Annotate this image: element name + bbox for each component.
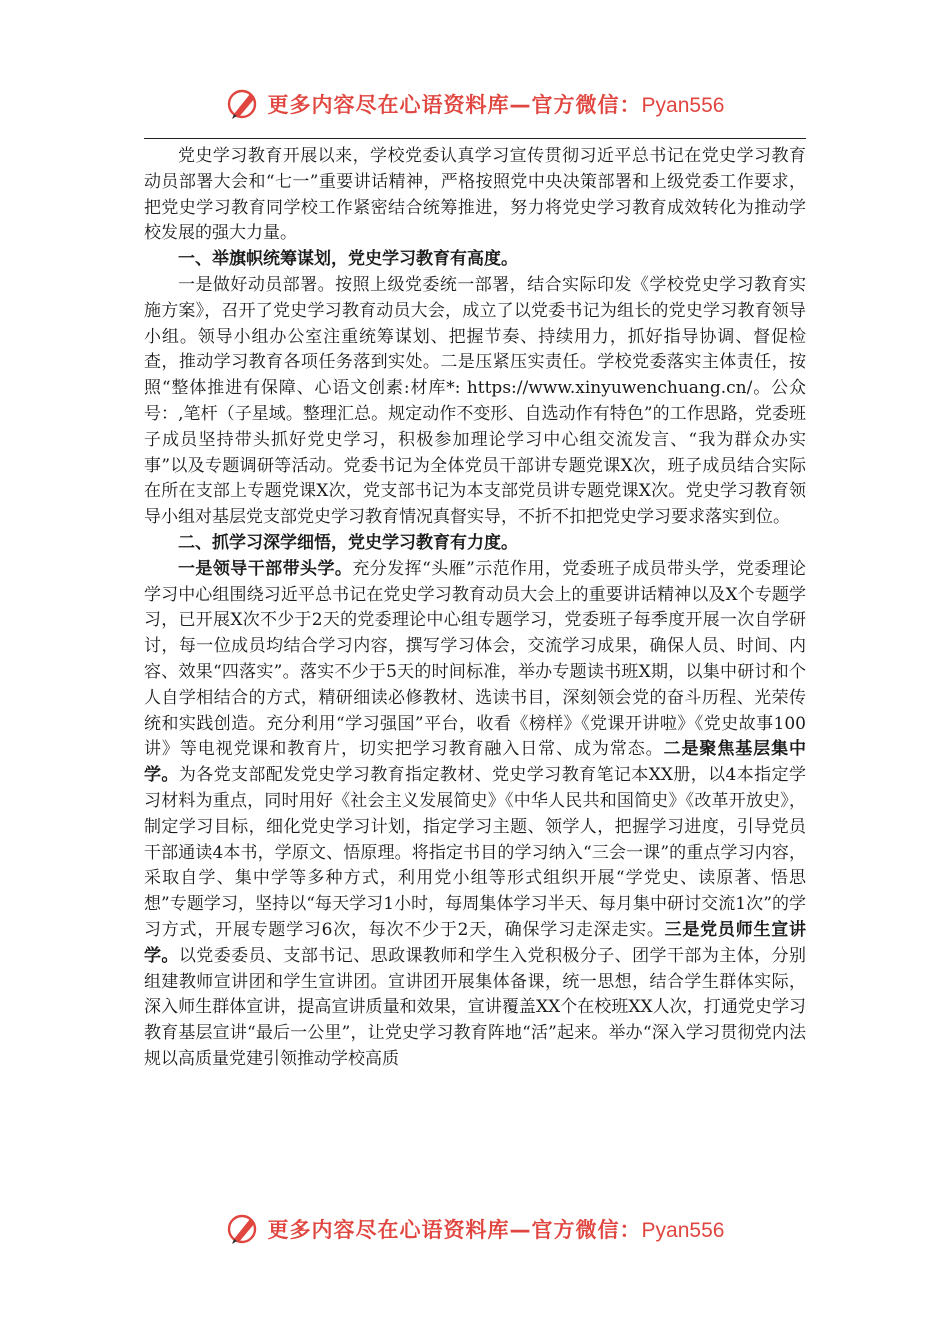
wechat-id: Pyan556 xyxy=(641,94,725,117)
wechat-id: Pyan556 xyxy=(641,1219,725,1242)
banner-text: 更多内容尽在心语资料库—官方微信：Pyan556 xyxy=(267,1218,725,1242)
header-rule xyxy=(144,138,806,139)
header-banner xyxy=(0,80,950,128)
section-heading-2: 二、抓学习深学细悟，党史学习教育有力度。 xyxy=(178,532,518,553)
banner-text: 更多内容尽在心语资料库—官方微信：Pyan556 xyxy=(267,93,725,117)
document-body xyxy=(144,144,806,1073)
point-1-label: 一是领导干部带头学。 xyxy=(178,558,353,579)
section-2-paragraph xyxy=(144,557,806,1073)
pen-logo-icon xyxy=(226,86,262,122)
intro-paragraph: 党史学习教育开展以来，学校党委认真学习宣传贯彻习近平总书记在党史学习教育动员部署大会和“七一”重要讲话精神，严格按照党中央决策部署和上级党委工作要求，把党史学习教育同学校工作紧密结合统筹推进，努力将党史学习教育成效转化为推动学校发展的强大力量。 xyxy=(144,146,806,244)
point-2-label: 二是聚焦基层集中学。 xyxy=(144,739,807,786)
point-3-label: 三是党员师生宣讲学。 xyxy=(144,919,806,966)
point-2-text: 为各党支部配发党史学习教育指定教材、党史学习教育笔记本XX册，以4本指定学习材料为重点，同时用好《社会主义发展简史》《中华人民共和国简史》《改革开放史》，制定学习目标，细化党史学习计划，指定学习主题、领学人，把握学习进度，引导党员干部通读4本书，学原文、悟原理。将指定书目的学习纳入“三会一课”的重点学习内容，采取自学、集中学等多种方式，利用党小组等形式组织开展“学党史、读原著、悟思想”专题学习，坚持以“每天学习1小时，每周集体学习半天、每月集中研讨交流1次”的学习方式，开展专题学习6次，每次不少于2天，确保学习走深走实。 xyxy=(144,765,806,940)
footer-banner xyxy=(0,1205,950,1253)
section-1-paragraph: 一是做好动员部署。按照上级党委统一部署，结合实际印发《学校党史学习教育实施方案》，召开了党史学习教育动员大会，成立了以党委书记为组长的党史学习教育领导小组。领导小组办公室注重统筹谋划、把握节奏、持续用力，抓好指导协调、督促检查，推动学习教育各项任务落到实处。二是压紧压实责任。学校党委落实主体责任，按照“整体推进有保障、心语文创素:材库*: https://www.xinyuwenchuang.cn/。公众号：,笔杆（子星域。整理汇总。规定动作不变形、自选动作有特色”的工作思路，党委班子成员坚持带头抓好党史学习，积极参加理论学习中心组交流发言、“我为群众办实事”以及专题调研等活动。党委书记为全体党员干部讲专题党课X次，班子成员结合实际在所在支部上专题党课X次，党支部书记为本支部党员讲专题党课X次。党史学习教育领导小组对基层党支部党史学习教育情况真督实导，不折不扣把党史学习要求落实到位。 xyxy=(144,274,806,528)
point-1-text: 充分发挥“头雁”示范作用，党委班子成员带头学，党委理论学习中心组围绕习近平总书记在党史学习教育动员大会上的重要讲话精神以及X个专题学习，已开展X次不少于2天的党委理论中心组专题学习，党委班子每季度开展一次自学研讨，每一位成员均结合学习内容，撰写学习体会，交流学习成果，确保人员、时间、内容、效果“四落实”。落实不少于5天的时间标准，举办专题读书班X期，以集中研讨和个人自学相结合的方式，精研细读必修教材、选读书目，深刻领会党的奋斗历程、光荣传统和实践创造。充分利用“学习强国”平台，收看《榜样》《党课开讲啦》《党史故事100讲》等电视党课和教育片，切实把学习教育融入日常、成为常态。 xyxy=(144,558,806,760)
point-3-text: 以党委委员、支部书记、思政课教师和学生入党积极分子、团学干部为主体，分别组建教师宣讲团和学生宣讲团。宣讲团开展集体备课，统一思想，结合学生群体实际，深入师生群体宣讲，提高宣讲质量和效果，宣讲覆盖XX个在校班XX人次，打通党史学习教育基层宣讲“最后一公里”，让党史学习教育阵地“活”起来。举办“深入学习贯彻党内法规以高质量党建引领推动学校高质 xyxy=(144,945,807,1069)
section-heading-1: 一、举旗帜统筹谋划，党史学习教育有高度。 xyxy=(178,249,518,270)
pen-logo-icon xyxy=(226,1211,262,1247)
